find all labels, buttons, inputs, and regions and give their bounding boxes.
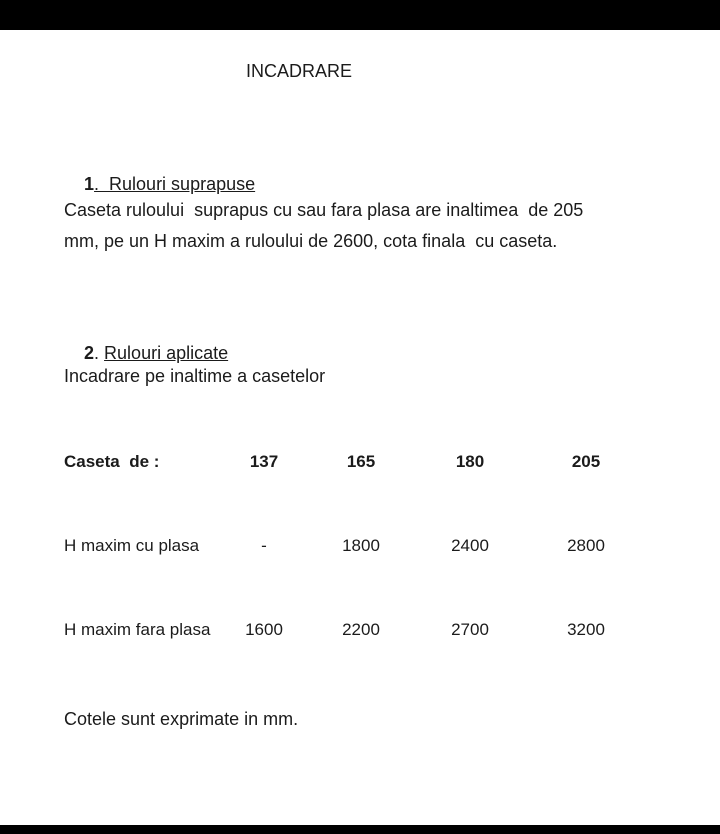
- table-row-label: H maxim cu plasa: [64, 536, 200, 555]
- top-black-bar: [0, 0, 720, 30]
- section2-number: 2: [84, 343, 95, 363]
- table-header-value: 180: [455, 452, 485, 471]
- table-cell: 1600: [245, 620, 283, 639]
- section1-paragraph-line2: mm, pe un H maxim a ruloului de 2600, cota finala cu caseta.: [64, 231, 558, 251]
- table-cell: 3200: [567, 620, 605, 639]
- table-cell: 1800: [342, 536, 380, 555]
- table-header-value: 205: [571, 452, 601, 471]
- section1-number: 1: [84, 174, 95, 194]
- section1-paragraph-line1: Caseta ruloului suprapus cu sau fara plasa are inaltimea de 205: [64, 200, 584, 220]
- section1-heading-text: . Rulouri suprapuse: [94, 174, 256, 194]
- bottom-black-bar: [0, 825, 720, 834]
- table-header-row: [0, 452, 720, 476]
- footer-note: Cotele sunt exprimate in mm.: [64, 709, 299, 729]
- table-row: [0, 536, 720, 560]
- table-cell: -: [261, 536, 267, 555]
- table-cell: 2200: [342, 620, 380, 639]
- table-cell: 2800: [567, 536, 605, 555]
- table-cell: 2400: [451, 536, 489, 555]
- table-header-value: 165: [346, 452, 376, 471]
- table-header-value: 137: [249, 452, 279, 471]
- section2-subtitle: Incadrare pe inaltime a casetelor: [64, 366, 326, 386]
- table-header-label: Caseta de :: [64, 452, 160, 471]
- table-row: [0, 620, 720, 644]
- table-row-label: H maxim fara plasa: [64, 620, 211, 639]
- section2-heading-text: Rulouri aplicate: [104, 343, 229, 363]
- table-cell: 2700: [451, 620, 489, 639]
- section2-separator: .: [94, 343, 105, 363]
- document-title: INCADRARE: [246, 61, 353, 81]
